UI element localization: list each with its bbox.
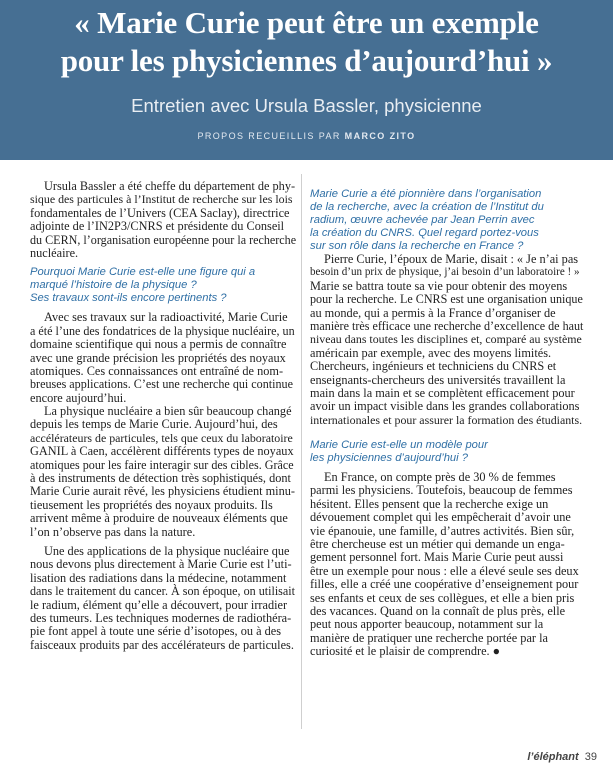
- text-line: du CERN, l’organisation européenne pour la recherche: [30, 232, 297, 247]
- text-line: main dans la main et se complètent efficacement pour: [310, 385, 575, 400]
- article-subtitle: Entretien avec Ursula Bassler, physicienne: [131, 95, 482, 116]
- question-heading: [30, 266, 296, 305]
- text-line: enseignants-chercheurs des universités travaillent la: [310, 372, 566, 387]
- column-divider: [301, 174, 302, 729]
- text-line: a été l’une des fondatrices de la physique nucléaire, un: [30, 323, 295, 338]
- title-line: « Marie Curie peut être un exemple: [74, 5, 539, 40]
- title-line: pour les physiciennes d’aujourd’hui »: [60, 43, 553, 78]
- text-line: arrivent même à produire de nouveaux éléments que: [30, 511, 288, 526]
- text-line: des tumeurs. Les techniques modernes de radiothéra-: [30, 610, 292, 625]
- question-line: sur son rôle dans la recherche en France ?: [310, 240, 524, 252]
- paragraph: [30, 311, 296, 405]
- text-line: être un exemple pour nous : elle a élevé seule ses deux: [310, 563, 579, 578]
- text-line: adjointe de l’IN2P3/CNRS et présidente du Conseil: [30, 219, 285, 234]
- question-line: marqué l’histoire de la physique ?: [30, 279, 197, 292]
- byline-author: MARCO ZITO: [344, 131, 416, 141]
- text-line: sique des particules à l’Institut de recherche sur les lois: [30, 192, 293, 207]
- text-line: américain par exemple, avec des moyens limités.: [310, 345, 552, 360]
- text-line: curiosité et le plaisir de comprendre. ●: [310, 644, 501, 659]
- byline: [0, 131, 613, 141]
- text-line: Chercheurs, ingénieurs et techniciens du CNRS et: [310, 359, 557, 374]
- byline-prefix: PROPOS RECUEILLIS PAR: [197, 131, 341, 141]
- text-line: Avec ses travaux sur la radioactivité, Marie Curie: [44, 310, 288, 325]
- text-line: niveau dans toutes les disciplines et, comparé au système: [310, 332, 582, 347]
- question-line: Marie Curie a été pionnière dans l’organisation: [310, 188, 542, 200]
- text-line: Marie Curie aurait rêvé, les physiciens étudient minu-: [30, 484, 295, 499]
- paragraph: [310, 471, 584, 658]
- text-line: ses enfants et ceux de ses collègues, et elle a bien pris: [310, 590, 575, 605]
- text-line: depuis les temps de Marie Curie. Aujourd’hui, des: [30, 417, 278, 432]
- text-line: accélérateurs de particules, tels que ceux du laboratoire: [30, 430, 293, 445]
- text-line: vie épanouie, une famille, d’autres activités. Bien sûr,: [310, 523, 575, 538]
- text-line: peut nous apporter beaucoup, notamment sur la: [310, 617, 544, 632]
- article-title: [0, 4, 613, 80]
- magazine-name: l’éléphant: [527, 751, 579, 763]
- text-line: pour la recherche. Le CNRS est une organisation unique: [310, 292, 583, 307]
- text-line: nucléaire.: [30, 245, 79, 260]
- text-line: dévouement complet qui les empêcherait d’avoir une: [310, 510, 571, 525]
- page-number: 39: [584, 751, 597, 763]
- intro-paragraph: [30, 180, 296, 260]
- text-line: être chercheuse est un métier qui demande un enga-: [310, 537, 565, 552]
- text-line: filles, elle a créé une coopérative d’enseignement pour: [310, 577, 579, 592]
- text-line: Une des applications de la physique nucléaire que: [44, 543, 290, 558]
- text-line: des vacances. Quand on la connaît de plus près, elle: [310, 603, 566, 618]
- text-line: tieusement les propriétés des noyaux produits. Ils: [30, 497, 273, 512]
- question-line: Ses travaux sont-ils encore pertinents ?: [30, 292, 227, 305]
- right-column: [310, 188, 584, 659]
- article-body: [0, 160, 613, 773]
- text-line: Marie se battra toute sa vie pour obtenir des moyens: [310, 278, 568, 293]
- text-line: hésitent. Elles pensent que la recherche exige un: [310, 496, 549, 511]
- text-line: atomiques pour les faire interagir sur des cibles. Grâce: [30, 457, 294, 472]
- left-column: [30, 180, 296, 652]
- paragraph: [310, 253, 584, 427]
- text-line: Ursula Bassler a été cheffe du département de phy-: [44, 179, 296, 193]
- text-line: La physique nucléaire a bien sûr beaucoup changé: [44, 404, 292, 419]
- paragraph: [30, 545, 296, 652]
- text-line: breuses applications. C’est une recherche qui continue: [30, 377, 293, 392]
- article-header: [0, 0, 613, 160]
- text-line: besoin d’un prix de physique, j’ai besoin d’un laboratoire ! »: [310, 266, 580, 279]
- text-line: manière de pratiquer une recherche portée par la: [310, 630, 548, 645]
- text-line: avec une grande précision les propriétés des noyaux: [30, 350, 286, 365]
- page-footer: [527, 751, 597, 763]
- question-line: les physiciennes d’aujourd’hui ?: [310, 452, 468, 465]
- text-line: gement personnel fort. Mais Marie Curie peut aussi: [310, 550, 564, 565]
- text-line: l’on n’observe pas dans la nature.: [30, 524, 196, 539]
- text-line: à des instruments de détection très sophistiqués, dont: [30, 471, 291, 486]
- text-line: domaine scientifique qui nous a permis de connaître: [30, 337, 287, 352]
- text-line: avoir un impact visible dans les grandes collaborations: [310, 399, 580, 414]
- text-line: GANIL à Caen, accélèrent différents types de noyaux: [30, 444, 294, 459]
- question-line: radium, œuvre achevée par Jean Perrin avec: [310, 214, 535, 226]
- question-line: Pourquoi Marie Curie est-elle une figure qui a: [30, 266, 256, 279]
- text-line: lisation des radiations dans la médecine, notamment: [30, 570, 287, 585]
- text-line: internationales et pour assurer la formation des étudiants.: [310, 412, 583, 427]
- text-line: dans le traitement du cancer. À son époque, on utilisait: [30, 584, 295, 599]
- question-heading: [310, 439, 584, 465]
- text-line: nous devons plus directement à Marie Curie est l’uti-: [30, 557, 292, 572]
- text-line: atomiques. Ces connaissances ont entraîné de nom-: [30, 363, 284, 378]
- text-line: Pierre Curie, l’époux de Marie, disait : « Je n’ai pas: [324, 252, 579, 266]
- text-line: parmi les physiciens. Toutefois, beaucoup de femmes: [310, 483, 573, 498]
- text-line: manière très efficace une recherche d’excellence de haut: [310, 318, 584, 333]
- text-line: fondamentales de l’Univers (CEA Saclay), directrice: [30, 205, 290, 220]
- text-line: encore aujourd’hui.: [30, 390, 127, 405]
- text-line: au monde, qui a permis à la France d’organiser de: [310, 305, 556, 320]
- question-line: de la recherche, avec la création de l’Institut du: [310, 201, 544, 213]
- text-line: faisceaux produits par des accélérateurs de particules.: [30, 637, 294, 652]
- question-heading: [310, 188, 584, 253]
- question-line: la création du CNRS. Quel regard portez-vous: [310, 227, 539, 239]
- text-line: En France, on compte près de 30 % de femmes: [324, 470, 556, 485]
- text-line: pie font appel à toute une série d’isotopes, ou à des: [30, 624, 281, 639]
- paragraph: [30, 405, 296, 539]
- question-line: Marie Curie est-elle un modèle pour: [310, 439, 488, 452]
- text-line: le radium, élément qu’elle a découvert, pour irradier: [30, 597, 288, 612]
